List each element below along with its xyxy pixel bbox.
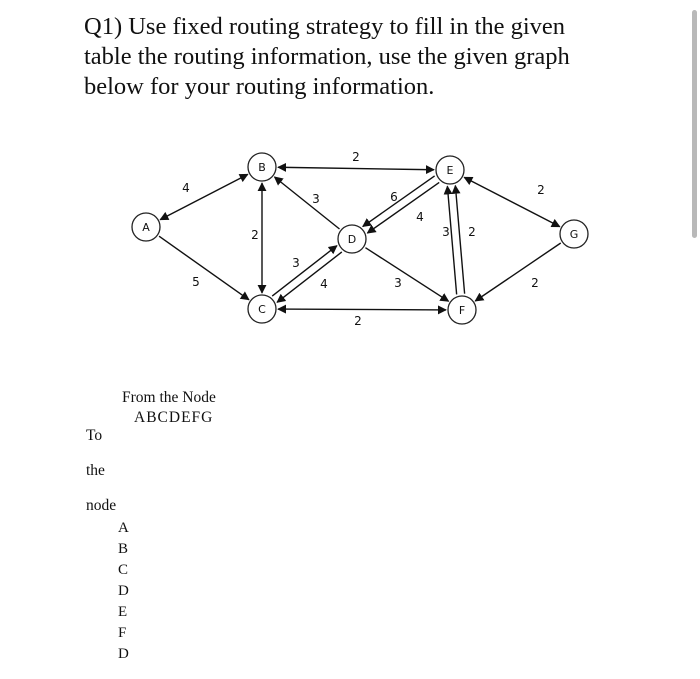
edge-weight-F-E: 2	[468, 225, 476, 239]
node-label: A	[142, 221, 150, 234]
edge-A-C	[159, 236, 249, 300]
to-node-row: F	[118, 625, 127, 641]
edge-weight-D-F: 3	[394, 276, 402, 290]
to-node-row: C	[118, 562, 129, 578]
edge-D-E	[363, 176, 435, 227]
side-label-node: node	[86, 497, 117, 514]
to-node-row: B	[118, 541, 129, 557]
node-label: F	[458, 304, 466, 317]
edge-F-E	[447, 186, 456, 294]
edge-E-G	[464, 177, 560, 226]
node-label: B	[258, 161, 266, 174]
edge-A-B	[160, 174, 248, 219]
to-node-list	[118, 518, 129, 665]
edge-D-F	[365, 248, 448, 302]
edge-weight-B-C: 2	[251, 228, 259, 242]
side-label-to: To	[86, 427, 103, 444]
edge-weight-C-F: 2	[354, 314, 362, 328]
edge-B-E	[278, 167, 434, 169]
edge-weight-G-F: 2	[531, 276, 539, 290]
node-label: C	[258, 303, 266, 316]
graph-node-a	[132, 213, 160, 241]
graph-node-f	[448, 296, 476, 324]
edge-D-C	[277, 252, 342, 302]
edge-weight-A-C: 5	[192, 275, 200, 289]
edge-E-F	[455, 186, 464, 294]
from-node-label: From the Node	[122, 389, 216, 406]
scrollbar[interactable]	[692, 10, 697, 238]
graph-node-e	[436, 156, 464, 184]
edge-weight-B-D: 3	[312, 192, 320, 206]
to-node-row: D	[118, 583, 129, 599]
edge-weight-E-F: 3	[442, 225, 450, 239]
graph-node-b	[248, 153, 276, 181]
to-node-row: D	[118, 646, 129, 662]
edge-C-F	[278, 309, 446, 310]
node-label: G	[569, 228, 579, 241]
edge-weight-E-G: 2	[537, 183, 545, 197]
node-label: D	[347, 233, 357, 246]
edge-weight-D-E: 6	[390, 190, 398, 204]
edge-weight-D-C: 4	[320, 277, 328, 291]
edge-weight-A-B: 4	[182, 181, 190, 195]
side-label-the: the	[86, 462, 105, 479]
edge-G-F	[475, 243, 561, 301]
to-node-row: A	[118, 520, 129, 536]
edge-B-D	[274, 177, 339, 229]
node-label: E	[446, 164, 454, 177]
graph-node-g	[560, 220, 588, 248]
to-node-row: E	[118, 604, 128, 620]
edge-weight-E-D: 4	[416, 210, 424, 224]
question-text: Q1) Use fixed routing strategy to fill in the given table the routing information, use the given graph below for your routing information.	[84, 13, 570, 100]
edge-weight-C-D: 3	[292, 256, 300, 270]
edge-weight-B-E: 2	[352, 150, 360, 164]
edge-E-D	[367, 182, 439, 233]
graph-node-d	[338, 225, 366, 253]
from-node-list: ABCDEFG	[134, 409, 214, 426]
graph-node-c	[248, 295, 276, 323]
